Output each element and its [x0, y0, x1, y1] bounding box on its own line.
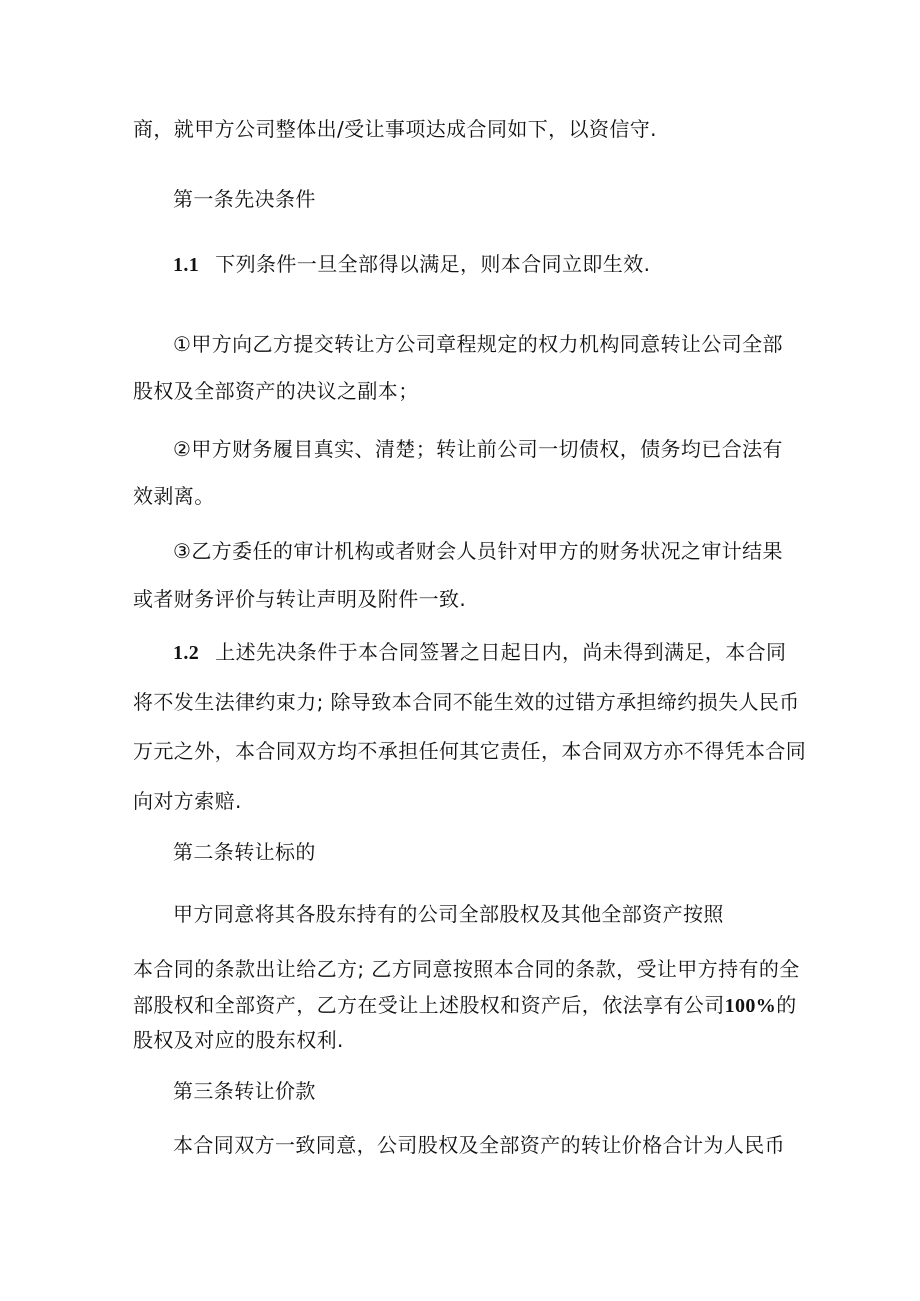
condition-item-2-cont: 效剥离。	[133, 484, 215, 508]
clause-text: 下列条件一旦全部得以满足，则本合同立即生效.	[215, 252, 651, 276]
clause-text: 上述先决条件于本合同签署之日起日内，尚未得到满足，本合同	[215, 640, 787, 664]
article-1-heading: 第一条先决条件	[173, 187, 316, 211]
paragraph-line: 本合同双方一致同意，公司股权及全部资产的转让价格合计为人民币	[173, 1133, 785, 1157]
clause-1-2-cont: 向对方索赔.	[133, 789, 242, 813]
condition-item-3: ③乙方委任的审计机构或者财会人员针对甲方的财务状况之审计结果	[173, 539, 783, 563]
article-2-heading: 第二条转让标的	[173, 840, 316, 864]
condition-item-1-cont: 股权及全部资产的决议之副本；	[133, 379, 419, 403]
text-segment: 部股权和全部资产，乙方在受让上述股权和资产后，依法享有公司	[133, 993, 725, 1017]
clause-1-2-cont: 将不发生法律约束力; 除导致本合同不能生效的过错方承担缔约损失人民币	[133, 690, 800, 714]
paragraph-line: 甲方同意将其各股东持有的公司全部股权及其他全部资产按照	[173, 902, 724, 926]
clause-1-2	[173, 638, 786, 667]
clause-1-2-cont: 万元之外，本合同双方均不承担任何其它责任，本合同双方亦不得凭本合同	[133, 739, 807, 763]
clause-number: 1.2	[173, 642, 200, 664]
article-3-heading: 第三条转让价款	[173, 1079, 316, 1103]
condition-item-1: ①甲方向乙方提交转让方公司章程规定的权力机构同意转让公司全部	[173, 332, 783, 356]
paragraph-line	[133, 991, 797, 1020]
condition-item-2: ②甲方财务履目真实、清楚；转让前公司一切债权，债务均已合法有	[173, 437, 783, 461]
clause-1-1	[173, 250, 650, 279]
percentage-value: 100%	[724, 995, 777, 1017]
paragraph-line: 商，就甲方公司整体出/受让事项达成合同如下，以资信守.	[133, 117, 657, 141]
paragraph-line: 本合同的条款出让给乙方; 乙方同意按照本合同的条款，受让甲方持有的全	[133, 957, 800, 981]
paragraph-line: 股权及对应的股东权利.	[133, 1028, 344, 1052]
condition-item-3-cont: 或者财务评价与转让声明及附件一致.	[133, 587, 467, 611]
clause-number: 1.1	[173, 254, 200, 276]
text-segment: 的	[776, 993, 797, 1017]
